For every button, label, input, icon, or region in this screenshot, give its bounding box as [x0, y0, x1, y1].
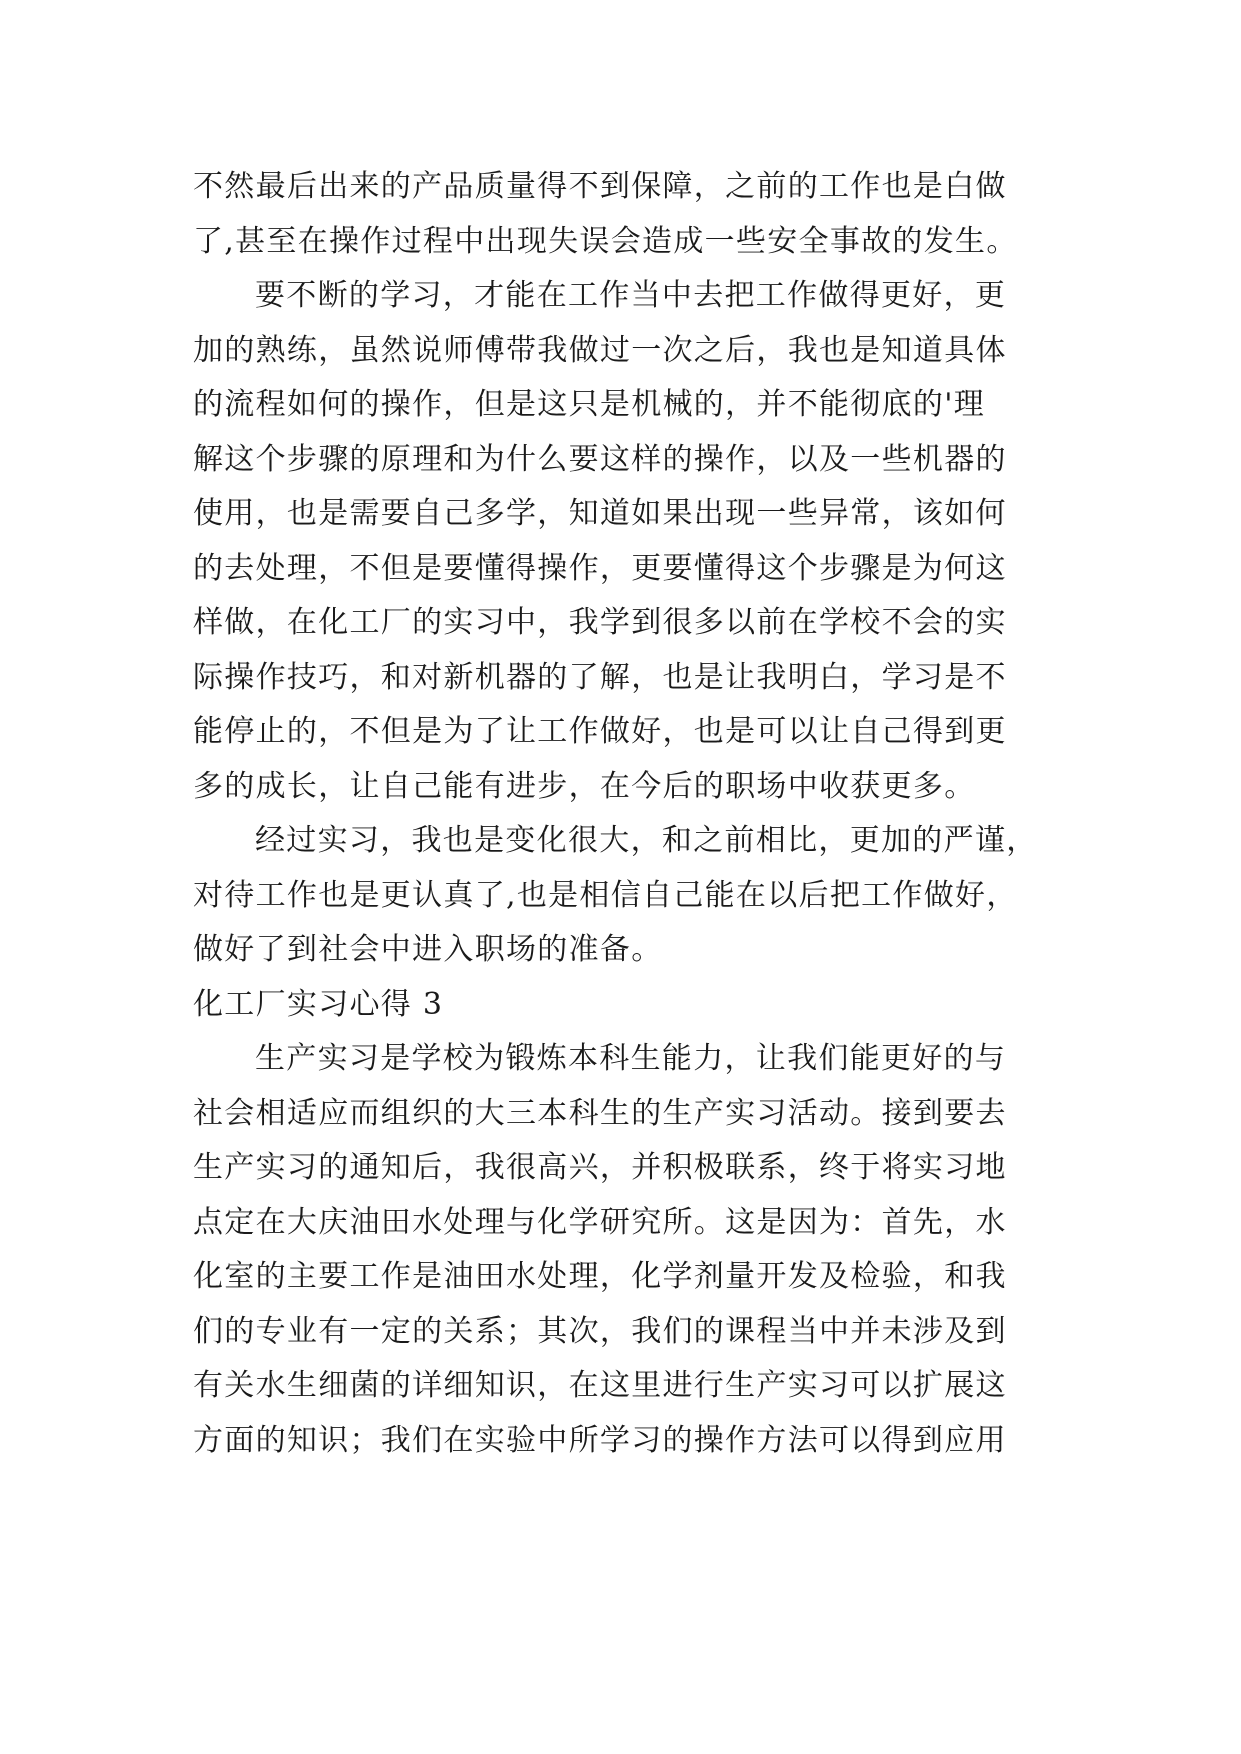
text-line: 加的熟练，虽然说师傅带我做过一次之后，我也是知道具体 — [193, 332, 1007, 368]
text-line: 的流程如何的操作，但是这只是机械的，并不能彻底的'理 — [193, 387, 986, 422]
text-line: 有关水生细菌的详细知识，在这里进行生产实习可以扩展这 — [193, 1368, 1007, 1403]
text-line: 做好了到社会中进入职场的准备。 — [193, 932, 663, 967]
paragraph-first-line: 要不断的学习，才能在工作当中去把工作做得更好，更 — [255, 278, 1007, 313]
text-line: 方面的知识；我们在实验中所学习的操作方法可以得到应用 — [193, 1422, 1007, 1458]
text-line: 社会相适应而组织的大三本科生的生产实习活动。接到要去 — [193, 1095, 1007, 1131]
paragraph-first-line: 生产实习是学校为锻炼本科生能力，让我们能更好的与 — [255, 1041, 1007, 1076]
text-line: 不然最后出来的产品质量得不到保障，之前的工作也是白做 — [193, 169, 1007, 204]
text-line: 化室的主要工作是油田水处理，化学剂量开发及检验，和我 — [193, 1259, 1007, 1294]
text-line: 对待工作也是更认真了,也是相信自己能在以后把工作做好， — [193, 877, 1018, 913]
text-line: 解这个步骤的原理和为什么要这样的操作，以及一些机器的 — [193, 441, 1007, 477]
text-line: 点定在大庆油田水处理与化学研究所。这是因为：首先，水 — [193, 1204, 1007, 1240]
text-line: 际操作技巧，和对新机器的了解，也是让我明白，学习是不 — [193, 659, 1007, 695]
text-line: 们的专业有一定的关系；其次，我们的课程当中并未涉及到 — [193, 1313, 1007, 1349]
text-line: 样做，在化工厂的实习中，我学到很多以前在学校不会的实 — [193, 605, 1007, 640]
text-line: 使用，也是需要自己多学，知道如果出现一些异常，该如何 — [193, 496, 1007, 531]
text-line: 了,甚至在操作过程中出现失误会造成一些安全事故的发生。 — [193, 223, 1018, 259]
paragraph-first-line: 经过实习，我也是变化很大，和之前相比，更加的严谨， — [255, 823, 1038, 858]
text-line: 多的成长，让自己能有进步，在今后的职场中收获更多。 — [193, 768, 976, 804]
text-line: 的去处理，不但是要懂得操作，更要懂得这个步骤是为何这 — [193, 550, 1007, 586]
text-line: 生产实习的通知后，我很高兴，并积极联系，终于将实习地 — [193, 1150, 1007, 1185]
document-body — [193, 160, 1063, 1468]
text-line: 能停止的，不但是为了让工作做好，也是可以让自己得到更 — [193, 714, 1007, 749]
text-line: 化工厂实习心得 3 — [193, 986, 444, 1022]
